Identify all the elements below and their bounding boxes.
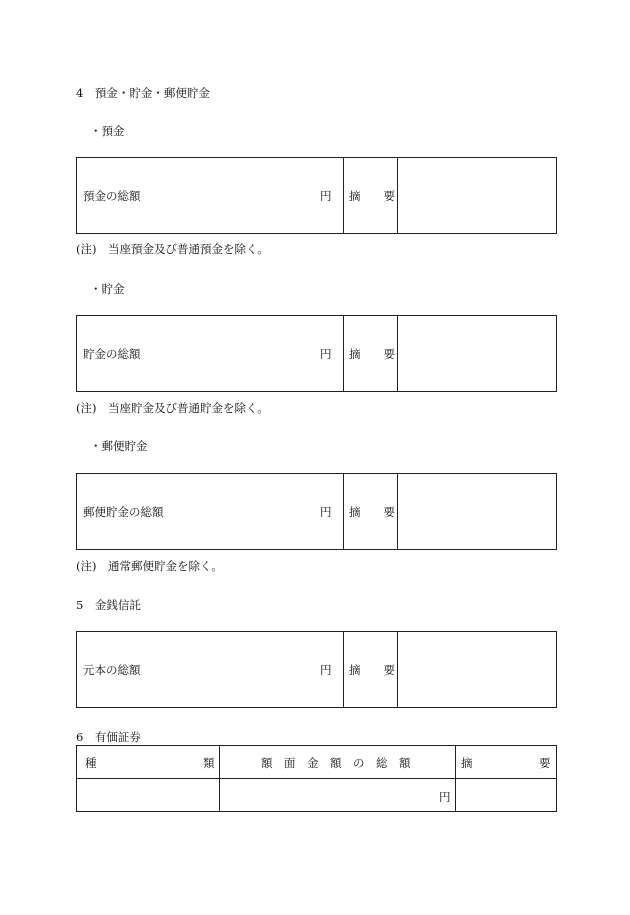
trust-summary-label: 摘 要: [349, 663, 395, 677]
savings-subheading: ・貯金: [90, 282, 125, 296]
savings-note: (注) 当座貯金及び普通貯金を除く。: [76, 401, 269, 415]
col-summary-char2: 要: [539, 756, 551, 770]
securities-summary-field[interactable]: [457, 781, 555, 810]
deposit-total-label: 預金の総額: [83, 189, 141, 203]
trust-summary-field[interactable]: [399, 634, 555, 705]
col-face-value-header: 額 面 金 額 の 総 額: [261, 756, 411, 770]
deposit-note: (注) 当座預金及び普通預金を除く。: [76, 242, 269, 256]
postal-table: [76, 473, 557, 550]
savings-summary-label: 摘 要: [349, 347, 395, 361]
deposit-table: [76, 157, 557, 234]
deposit-summary-label: 摘 要: [349, 189, 395, 203]
col-type-char2: 類: [203, 756, 215, 770]
postal-subheading: ・郵便貯金: [90, 439, 148, 453]
postal-total-label: 郵便貯金の総額: [83, 505, 164, 519]
savings-table: [76, 315, 557, 392]
col-summary-char1: 摘: [461, 756, 473, 770]
savings-unit: 円: [320, 347, 332, 361]
savings-summary-field[interactable]: [399, 318, 555, 389]
securities-type-field[interactable]: [79, 781, 217, 810]
col-type-char1: 種: [85, 756, 97, 770]
securities-table: [76, 745, 557, 812]
deposit-unit: 円: [320, 189, 332, 203]
deposit-subheading: ・預金: [90, 124, 125, 138]
postal-note: (注) 通常郵便貯金を除く。: [76, 559, 223, 573]
section5-heading: 5 金銭信託: [76, 598, 141, 612]
postal-summary-label: 摘 要: [349, 505, 395, 519]
postal-summary-field[interactable]: [399, 476, 555, 547]
securities-unit: 円: [439, 790, 451, 804]
postal-unit: 円: [320, 505, 332, 519]
section6-heading: 6 有価証券: [76, 730, 141, 744]
trust-unit: 円: [320, 663, 332, 677]
trust-total-label: 元本の総額: [83, 663, 141, 677]
section4-heading: 4 預金・貯金・郵便貯金: [76, 86, 210, 100]
deposit-summary-field[interactable]: [399, 160, 555, 231]
trust-table: [76, 631, 557, 708]
savings-total-label: 貯金の総額: [83, 347, 141, 361]
